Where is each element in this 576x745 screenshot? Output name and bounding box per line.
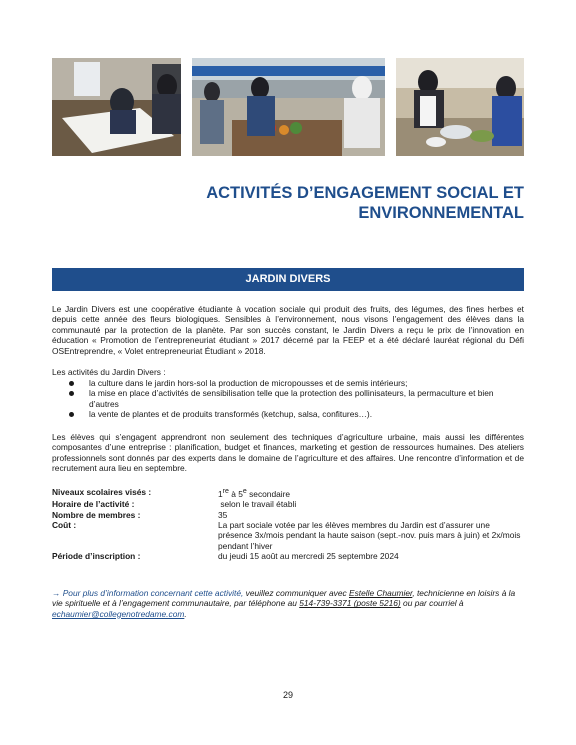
contact-email-link[interactable]: echaumier@collegenotredame.com	[52, 608, 185, 619]
activities-title: Les activités du Jardin Divers :	[52, 367, 166, 377]
list-item: la mise en place d’activités de sensibilisation telle que la protection des pollinisateurs, la permaculture et bien d’autres	[52, 388, 524, 409]
photo-strip	[52, 58, 524, 156]
section-title: JARDIN DIVERS	[245, 273, 331, 285]
members-label: Nombre de membres :	[52, 509, 141, 520]
contact-name: Estelle Chaumier	[349, 588, 413, 598]
intro-paragraph: Le Jardin Divers est une coopérative étudiante à vocation sociale qui produit des fruits, des légumes, des fines herbes et depuis cette année des fleurs biologiques. Sensibles à l’environnement, nous visons l’engagement des élèves dans la communauté par la protection de la planète. Par son succès constant, le Jardin Divers a reçu le prix de l’innovation en éducation « Promotion de l’entrepreneuriat étudiant » 2017 décerné par la FEEP et a été déclaré lauréat régional du Défi OSEntreprendre, « Volet entrepreneuriat Étudiant » 2018.	[52, 304, 524, 356]
photo-students-drawing	[52, 58, 181, 156]
info-row-members	[52, 510, 524, 520]
photo-garden-market	[192, 58, 385, 156]
contact-text-part-2: veuillez communiquer avec	[245, 588, 349, 598]
levels-sup-second: e	[242, 488, 247, 495]
registration-value: du jeudi 15 août au mercredi 25 septembre 2024	[218, 551, 399, 562]
members-value: 35	[218, 509, 228, 520]
section-banner	[52, 268, 524, 291]
info-row-registration	[52, 551, 524, 561]
schedule-label: Horaire de l’activité :	[52, 499, 135, 510]
levels-value-first: 1	[218, 488, 223, 499]
photo-garden-market-image	[192, 58, 385, 156]
page-title-line-2: ENVIRONNEMENTAL	[358, 204, 524, 222]
page-title	[104, 183, 524, 223]
description-paragraph: Les élèves qui s’engagent apprendront non seulement des techniques d’agriculture urbaine, mais aussi les différentes composantes d’une entreprise : planification, budget et finances, marketing et gestion de ressources humaines. Des ateliers professionnels sont donnés par des experts dans le domaine de l’agriculture et des affaires. Une rencontre d’information et de recrutement aura lieu en septembre.	[52, 432, 524, 474]
contact-text-part-3: , technicienne en loisirs à la vie spirituelle et à l’engagement communautaire, par téléphone au	[52, 588, 516, 609]
photo-students-drawing-image	[52, 58, 181, 156]
photo-kitchen-cooking	[396, 58, 524, 156]
levels-label: Niveaux scolaires visés :	[52, 487, 152, 497]
levels-value-second: à 5	[228, 488, 243, 499]
list-item: la culture dans le jardin hors-sol la production de micropousses et de semis intérieurs;	[52, 378, 524, 388]
levels-value-third: secondaire	[246, 488, 291, 499]
photo-kitchen-cooking-image	[396, 58, 524, 156]
contact-paragraph	[52, 588, 524, 619]
page-title-line-1: ACTIVITÉS D’ENGAGEMENT SOCIAL ET	[206, 184, 524, 202]
info-table	[52, 487, 524, 562]
contact-intro-text: Pour plus d’information concernant cette activité,	[60, 588, 246, 598]
list-item: la vente de plantes et de produits transformés (ketchup, salsa, confitures…).	[52, 409, 524, 419]
contact-text-part-4: ou par courriel à	[400, 598, 464, 609]
info-row-levels	[52, 487, 524, 499]
info-row-schedule	[52, 499, 524, 509]
levels-sup-first: re	[222, 488, 229, 495]
page-number: 29	[282, 690, 293, 700]
activities-list	[52, 378, 524, 420]
cost-value: La part sociale votée par les élèves membres du Jardin est d’assurer une présence 3x/mois pendant la haute saison (sept.-nov. puis mars à juin) et 2x/mois pendant l’hiver	[218, 520, 521, 551]
registration-label: Période d’inscription :	[52, 551, 141, 562]
levels-value	[218, 487, 524, 499]
info-row-cost	[52, 520, 524, 551]
arrow-icon: →	[52, 588, 61, 598]
contact-text-part-5: .	[184, 608, 187, 619]
schedule-value: selon le travail établi	[218, 499, 297, 510]
cost-label: Coût :	[52, 520, 77, 531]
contact-phone: 514-739-3371 (poste 5216)	[299, 598, 401, 609]
